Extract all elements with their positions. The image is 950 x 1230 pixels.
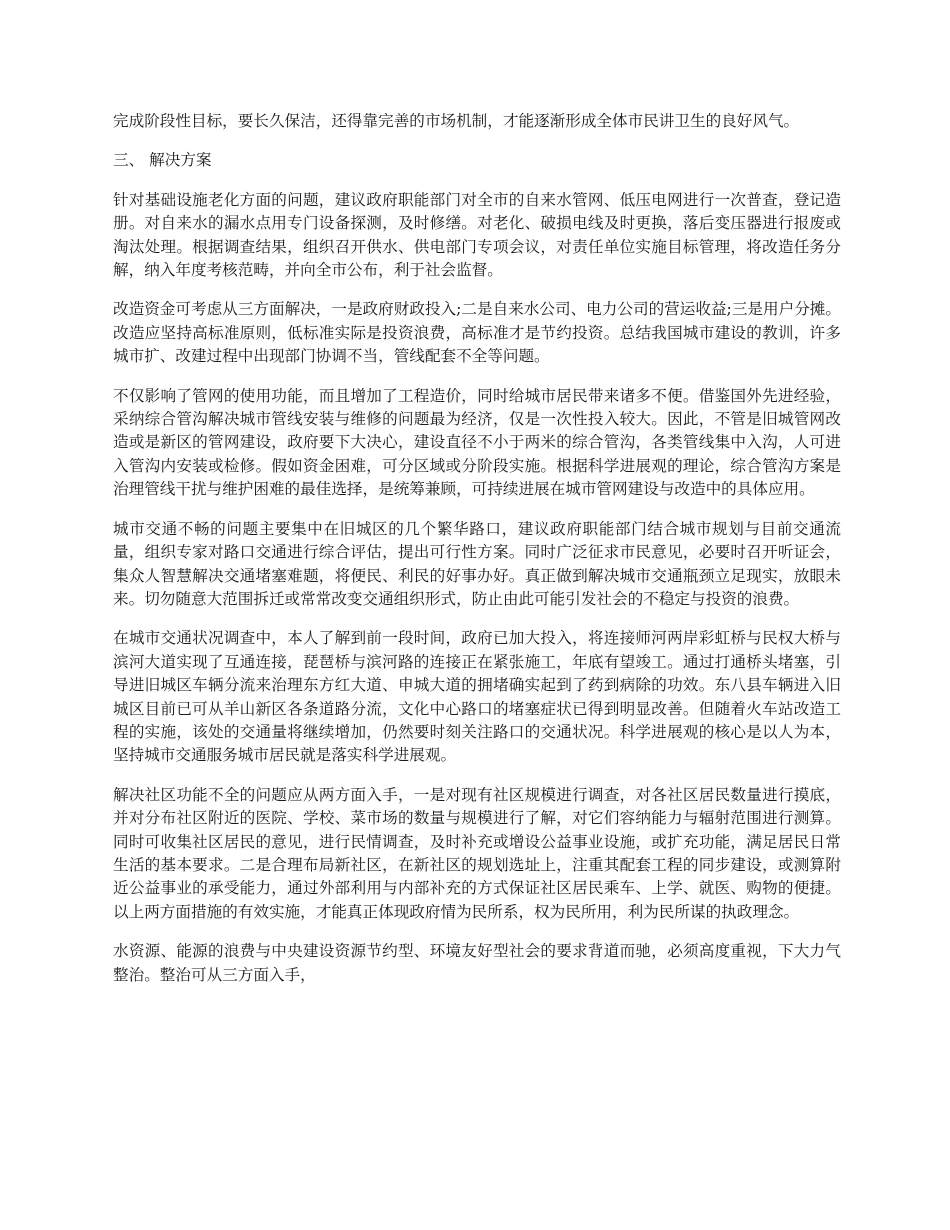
paragraph-infrastructure: 针对基础设施老化方面的问题，建议政府职能部门对全市的自来水管网、低压电网进行一次普查，登记造册。对自来水的漏水点用专门设备探测，及时修缮。对老化、破损电线及时更换，落后变压器进行报废或淘汰处理。根据调查结果，组织召开供水、供电部门专项会议，对责任单位实施目标管理，将改造任务分解，纳入年度考核范畴，并向全市公布，利于社会监督。 (113, 190, 841, 280)
paragraph-intro: 完成阶段性目标，要长久保洁，还得靠完善的市场机制，才能逐渐形成全体市民讲卫生的良好风气。 (113, 112, 800, 130)
paragraph-funding: 改造资金可考虑从三方面解决，一是政府财政投入;二是自来水公司、电力公司的营运收益;三是用户分摊。改造应坚持高标准原则，低标准实际是投资浪费，高标准才是节约投资。总结我国城市建设的教训，许多城市扩、改建过程中出现部门协调不当，管线配套不全等问题。 (113, 300, 841, 366)
paragraph-traffic-survey: 在城市交通状况调查中，本人了解到前一段时间，政府已加大投入，将连接师河两岸彩虹桥与民权大桥与滨河大道实现了互通连接，琵琶桥与滨河路的连接正在紧张施工，年底有望竣工。通过打通桥头堵塞，引导进旧城区车辆分流来治理东方红大道、申城大道的拥堵确实起到了药到病除的功效。东八县车辆进入旧城区目前已可从羊山新区各条道路分流，文化中心路口的堵塞症状已得到明显改善。但随着火车站改造工程的实施，该处的交通量将继续增加，仍然要时刻关注路口的交通状况。科学进展观的核心是以人为本，坚持城市交通服务城市居民就是落实科学进展观。 (113, 629, 841, 765)
paragraph-utility-tunnel: 不仅影响了管网的使用功能，而且增加了工程造价，同时给城市居民带来诸多不便。借鉴国外先进经验，采纳综合管沟解决城市管线安装与维修的问题最为经济，仅是一次性投入较大。因此，不管是旧城管网改造或是新区的管网建设，政府要下大决心，建设直径不小于两米的综合管沟，各类管线集中入沟，人可进入管沟内安装或检修。假如资金困难，可分区域或分阶段实施。根据科学进展观的理论，综合管沟方案是治理管线干扰与维护困难的最佳选择，是统筹兼顾，可持续进展在城市管网建设与改造中的具体应用。 (113, 386, 841, 499)
paragraph-resources: 水资源、能源的浪费与中央建设资源节约型、环境友好型社会的要求背道而驰，必须高度重视，下大力气整治。整治可从三方面入手， (113, 942, 841, 984)
paragraph-community: 解决社区功能不全的问题应从两方面入手，一是对现有社区规模进行调查，对各社区居民数量进行摸底，并对分布社区附近的医院、学校、菜市场的数量与规模进行了解，对它们容纳能力与辐射范围进行测算。同时可收集社区居民的意见，进行民情调查，及时补充或增设公益事业设施，或扩充功能，满足居民日常生活的基本要求。二是合理布局新社区，在新社区的规划选址上，注重其配套工程的同步建设，或测算附近公益事业的承受能力，通过外部利用与内部补充的方式保证社区居民乘车、上学、就医、购物的便捷。以上两方面措施的有效实施，才能真正体现政府情为民所系，权为民所用，利为民所谋的执政理念。 (113, 785, 841, 921)
section-heading-solutions: 三、 解决方案 (113, 151, 212, 170)
paragraph-traffic: 城市交通不畅的问题主要集中在旧城区的几个繁华路口，建议政府职能部门结合城市规划与目前交通流量，组织专家对路口交通进行综合评估，提出可行性方案。同时广泛征求市民意见，必要时召开听证会，集众人智慧解决交通堵塞难题，将便民、利民的好事办好。真正做到解决城市交通瓶颈立足现实，放眼未来。切勿随意大范围拆迁或常常改变交通组织形式，防止由此可能引发社会的不稳定与投资的浪费。 (113, 519, 841, 608)
document-body (113, 110, 841, 1003)
